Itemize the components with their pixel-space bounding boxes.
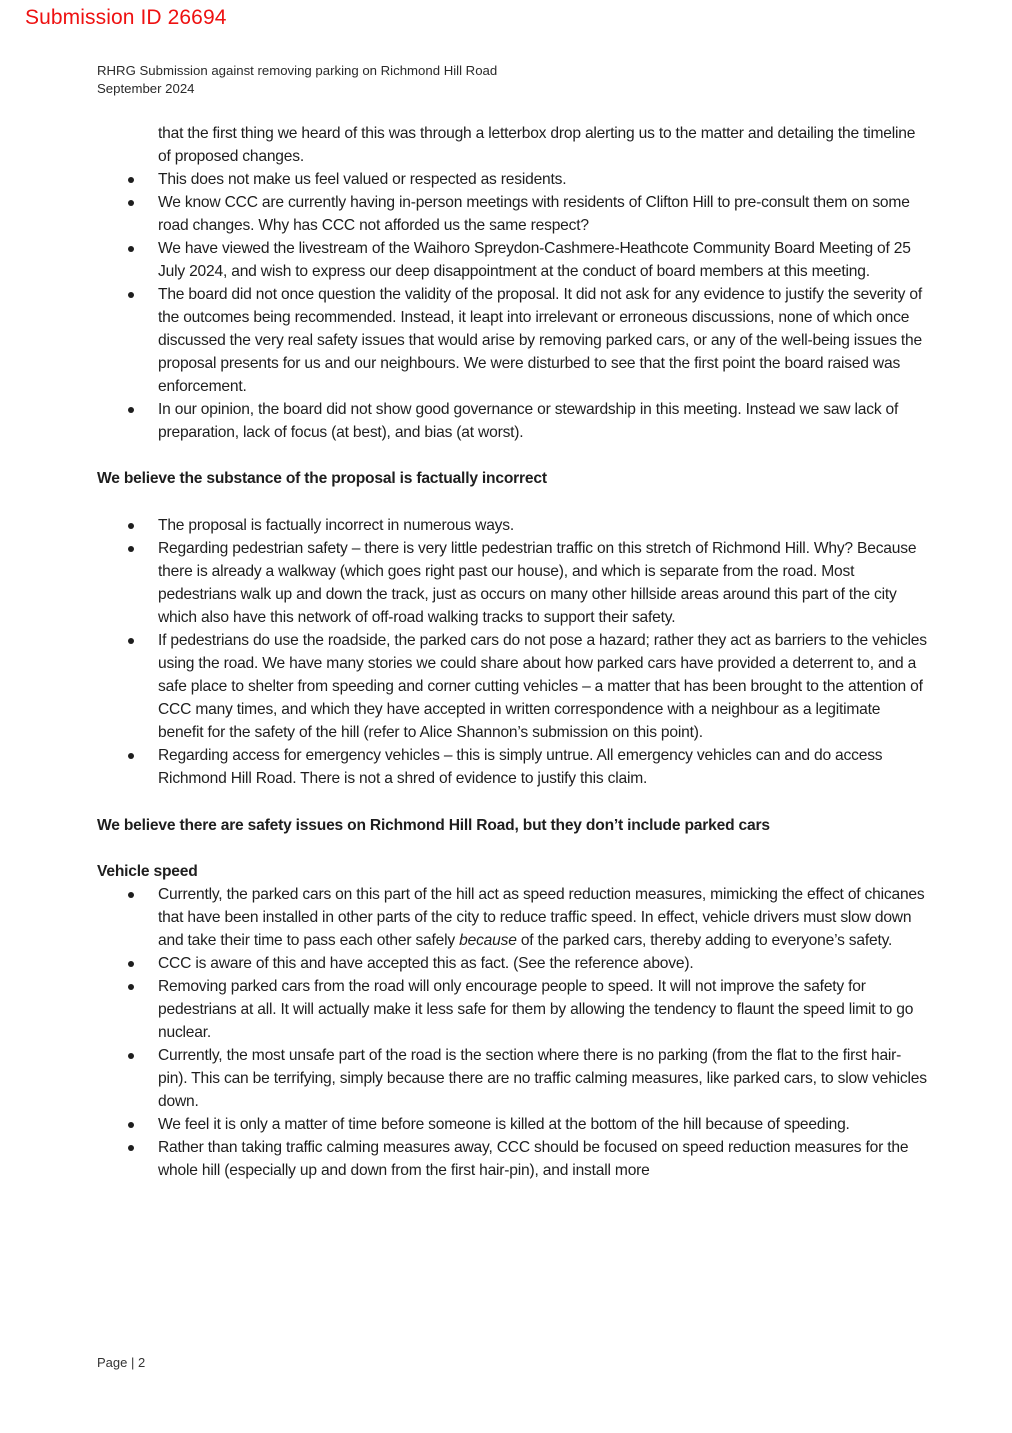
list-item xyxy=(97,975,927,1044)
list-item-text: Rather than taking traffic calming measures away, CCC should be focused on speed reduction measures for the whole hill (especially up and down from the first hair-pin), and install more xyxy=(158,1139,909,1179)
list-item-text: CCC is aware of this and have accepted this as fact. (See the reference above). xyxy=(158,955,694,972)
list-item-text: Removing parked cars from the road will only encourage people to speed. It will not improve the safety for pedestrians at all. It will actually make it less safe for them by allowing the tendency to flaunt the speed limit to go nuclear. xyxy=(158,978,914,1041)
list-item-text: Regarding pedestrian safety – there is very little pedestrian traffic on this stretch of Richmond Hill. Why? Because there is already a walkway (which goes right past our house), and which is separate from the road. Most pedestrians walk up and down the track, just as occurs on many other hillside areas around this part of the city which also have this network of off-road walking tracks to support their safety. xyxy=(158,540,917,626)
list-item-text: Currently, the parked cars on this part of the hill act as speed reduction measures, mimicking the effect of chicanes that have been installed in other parts of the city to reduce traffic speed. In effect, vehicle drivers must slow down and take their time to pass each other safely xyxy=(158,886,925,949)
list-item xyxy=(97,952,927,975)
document-header xyxy=(97,62,497,98)
header-date: September 2024 xyxy=(97,81,195,96)
list-item xyxy=(97,883,927,952)
list-item-text: We have viewed the livestream of the Waihoro Spreydon-Cashmere-Heathcote Community Board Meeting of 25 July 2024, and wish to express our deep disappointment at the conduct of board members at this meeting. xyxy=(158,240,911,280)
list-item xyxy=(97,283,927,398)
document-body xyxy=(97,122,927,1182)
list-item-text: If pedestrians do use the roadside, the parked cars do not pose a hazard; rather they act as barriers to the vehicles using the road. We have many stories we could share about how parked cars have provided a deterrent to, and a safe place to shelter from speeding and corner cutting vehicles – a matter that has been brought to the attention of CCC many times, and which they have accepted in written correspondence with a neighbour as a legitimate benefit for the safety of the hill (refer to Alice Shannon’s submission on this point). xyxy=(158,632,927,741)
list-item xyxy=(97,1113,927,1136)
list-item xyxy=(97,629,927,744)
section-heading-factually-incorrect: We believe the substance of the proposal is factually incorrect xyxy=(97,470,547,487)
list-item-text: We feel it is only a matter of time before someone is killed at the bottom of the hill because of speeding. xyxy=(158,1116,850,1133)
list-item-text: The board did not once question the validity of the proposal. It did not ask for any evidence to justify the severity of the outcomes being recommended. Instead, it leapt into irrelevant or erroneous discussions, none of which once discussed the very real safety issues that would arise by removing parked cars, or any of the well-being issues the proposal presents for us and our neighbours. We were disturbed to see that the first point the board raised was enforcement. xyxy=(158,286,923,395)
list-item-continuation xyxy=(97,122,927,168)
list-item-text: We know CCC are currently having in-person meetings with residents of Clifton Hill to pre-consult them on some road changes. Why has CCC not afforded us the same respect? xyxy=(158,194,910,234)
list-item-text: Currently, the most unsafe part of the road is the section where there is no parking (from the flat to the first hair-pin). This can be terrifying, simply because there are no traffic calming measures, like parked cars, to slow vehicles down. xyxy=(158,1047,927,1110)
subheading-vehicle-speed: Vehicle speed xyxy=(97,863,198,880)
header-title: RHRG Submission against removing parking on Richmond Hill Road xyxy=(97,63,498,78)
list-item xyxy=(97,191,927,237)
emphasis-text: because xyxy=(459,932,517,949)
bullet-list-factually-incorrect xyxy=(97,514,927,790)
bullet-list-intro xyxy=(97,122,927,444)
list-item-text: of the parked cars, thereby adding to everyone’s safety. xyxy=(516,932,893,949)
list-item xyxy=(97,237,927,283)
list-item-text: Regarding access for emergency vehicles – this is simply untrue. All emergency vehicles can and do access Richmond Hill Road. There is not a shred of evidence to justify this claim. xyxy=(158,747,883,787)
list-item-text: that the first thing we heard of this was through a letterbox drop alerting us to the matter and detailing the timeline of proposed changes. xyxy=(158,125,916,165)
list-item-text: The proposal is factually incorrect in numerous ways. xyxy=(158,517,515,534)
list-item xyxy=(97,1044,927,1113)
list-item xyxy=(97,398,927,444)
list-item xyxy=(97,1136,927,1182)
list-item xyxy=(97,744,927,790)
submission-id-stamp: Submission ID 26694 xyxy=(25,6,227,29)
list-item-text: This does not make us feel valued or respected as residents. xyxy=(158,171,567,188)
page-number: Page | 2 xyxy=(97,1355,146,1370)
list-item xyxy=(97,514,927,537)
list-item-text: In our opinion, the board did not show good governance or stewardship in this meeting. Instead we saw lack of preparation, lack of focus (at best), and bias (at worst). xyxy=(158,401,899,441)
list-item xyxy=(97,537,927,629)
section-heading-safety-issues: We believe there are safety issues on Richmond Hill Road, but they don’t include parked cars xyxy=(97,817,770,834)
bullet-list-vehicle-speed xyxy=(97,883,927,1182)
list-item xyxy=(97,168,927,191)
